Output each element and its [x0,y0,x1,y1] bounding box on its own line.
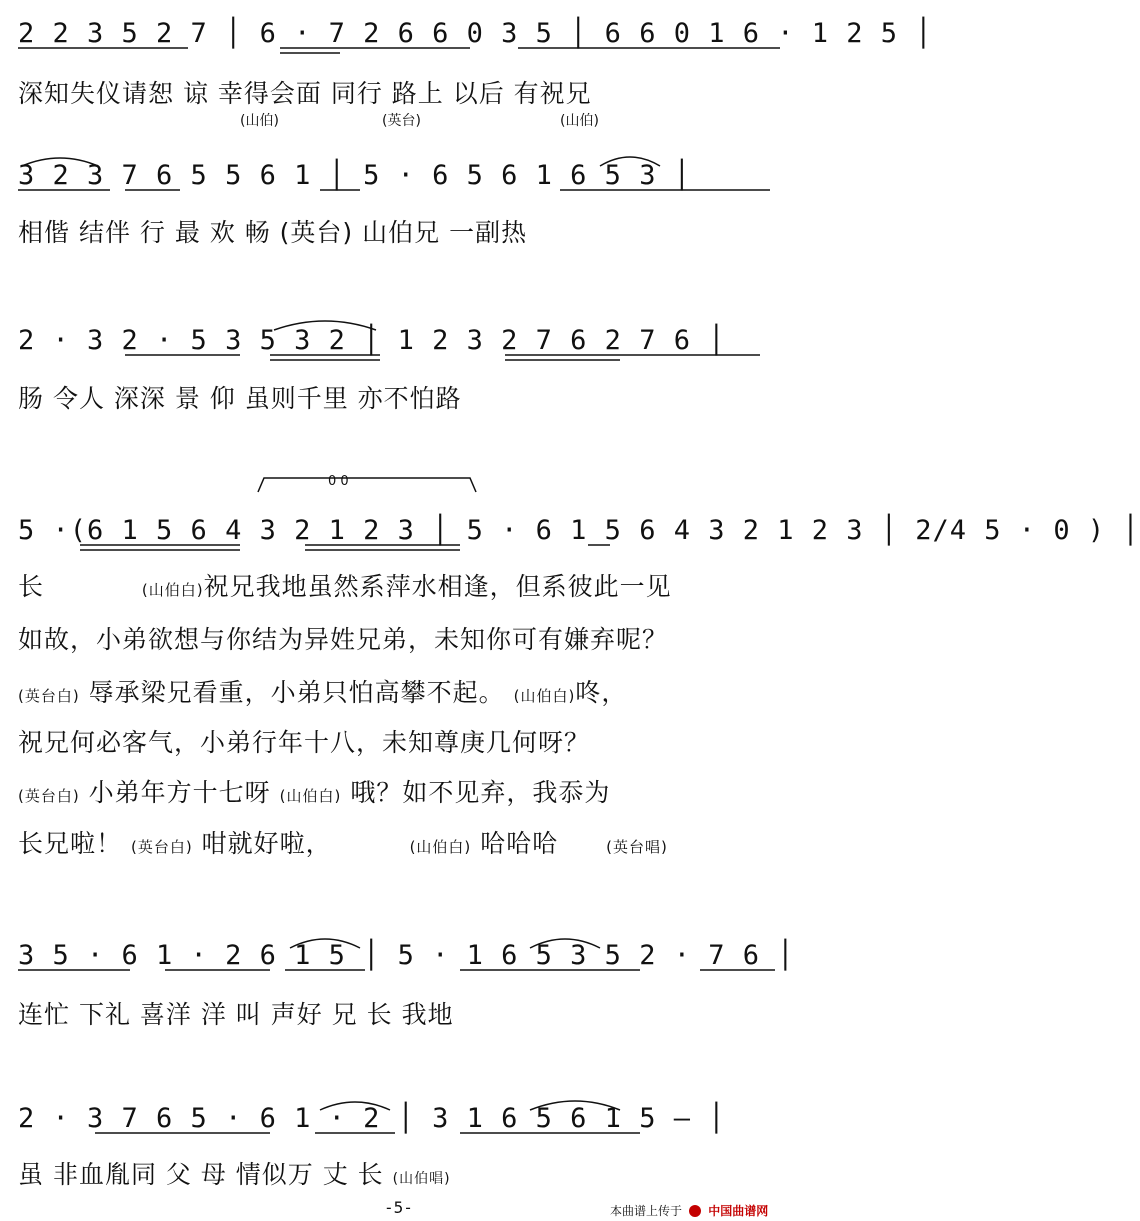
role-label: (山伯唱) [392,1171,451,1187]
score-row-4-notation: 5 ·(6 1 5 6 4 3 2 1 2 3 │ 5 · 6 1 5 6 4 3 2 1 2 3 │ 2/4 5 · 0 ) │ [18,515,1140,546]
role-label: (山伯) [560,113,599,129]
dialogue-text: 哈哈哈 [480,829,559,858]
lyric-text: 虽 非血胤同 父 母 情似万 丈 长 [18,1160,384,1189]
speaker-label: (英台白) [130,838,193,856]
speaker-label: (英台白) [18,687,80,705]
repeat-marking: 0 0 [328,474,349,489]
score-row-3-lyrics: 肠 令人 深深 景 仰 虽则千里 亦不怕路 [18,384,462,413]
dialogue-text: 长兄啦！ [18,829,123,858]
dialogue-text: 咚， [575,678,628,707]
speaker-label: (山伯白) [513,687,576,705]
brand-logo-icon [689,1205,701,1217]
page-number: -5- [384,1198,413,1217]
dialogue-text: 小弟年方十七呀 [88,778,271,807]
dialogue-line-2: 如故，小弟欲想与你结为异姓兄弟，未知你可有嫌弃呢？ [18,625,669,654]
score-row-3-notation: 2 · 3 2 · 5 3 5 3 2 │ 1 2 3 2 7 6 2 7 6 │ [18,325,726,356]
role-label: (英台) [382,113,421,129]
score-row-2-notation: 3 2 3 7 6 5 5 6 1 │ 5 · 6 5 6 1 6 5 3 │ [18,160,691,191]
speaker-label: (英台白) [18,787,80,805]
score-row-1-notation: 2 2 3 5 2 7 │ 6 · 7 2 6 6 0 3 5 │ 6 6 0 1 6 · 1 2 5 │ [18,18,933,49]
speaker-label: (山伯白) [141,581,204,599]
score-row-2-lyrics: 相偕 结伴 行 最 欢 畅 (英台) 山伯兄 一副热 [18,218,528,247]
brand-name: 中国曲谱网 [708,1204,769,1218]
role-label: (山伯) [240,113,279,129]
upload-note-text: 本曲谱上传于 [610,1204,683,1218]
score-row-5-notation: 3 5 · 6 1 · 2 6 1 5 │ 5 · 1 6 5 3 5 2 · 7 6 │ [18,940,795,971]
dialogue-text: 哦？如不见弃，我忝为 [350,778,611,807]
score-row-6-notation: 2 · 3 7 6 5 · 6 1 · 2 │ 3 1 6 5 6 1 5 — │ [18,1103,726,1134]
speaker-label: (山伯白) [279,787,342,805]
lyric-char: 长 [18,572,45,601]
speaker-label: (英台唱) [606,838,668,856]
dialogue-text: 咁就好啦， [201,829,332,858]
dialogue-text: 辱承梁兄看重，小弟只怕高攀不起。 [88,678,505,707]
score-row-1-lyrics: 深知失仪请恕 谅 幸得会面 同行 路上 以后 有祝兄 [18,79,592,108]
speaker-label: (山伯白) [409,838,472,856]
dialogue-line-4: 祝兄何必客气，小弟行年十八，未知尊庚几何呀？ [18,728,591,757]
upload-note [610,1200,768,1219]
score-row-5-lyrics: 连忙 下礼 喜洋 洋 叫 声好 兄 长 我地 [18,1000,454,1029]
dialogue-text: 祝兄我地虽然系萍水相逢，但系彼此一见 [203,572,672,601]
